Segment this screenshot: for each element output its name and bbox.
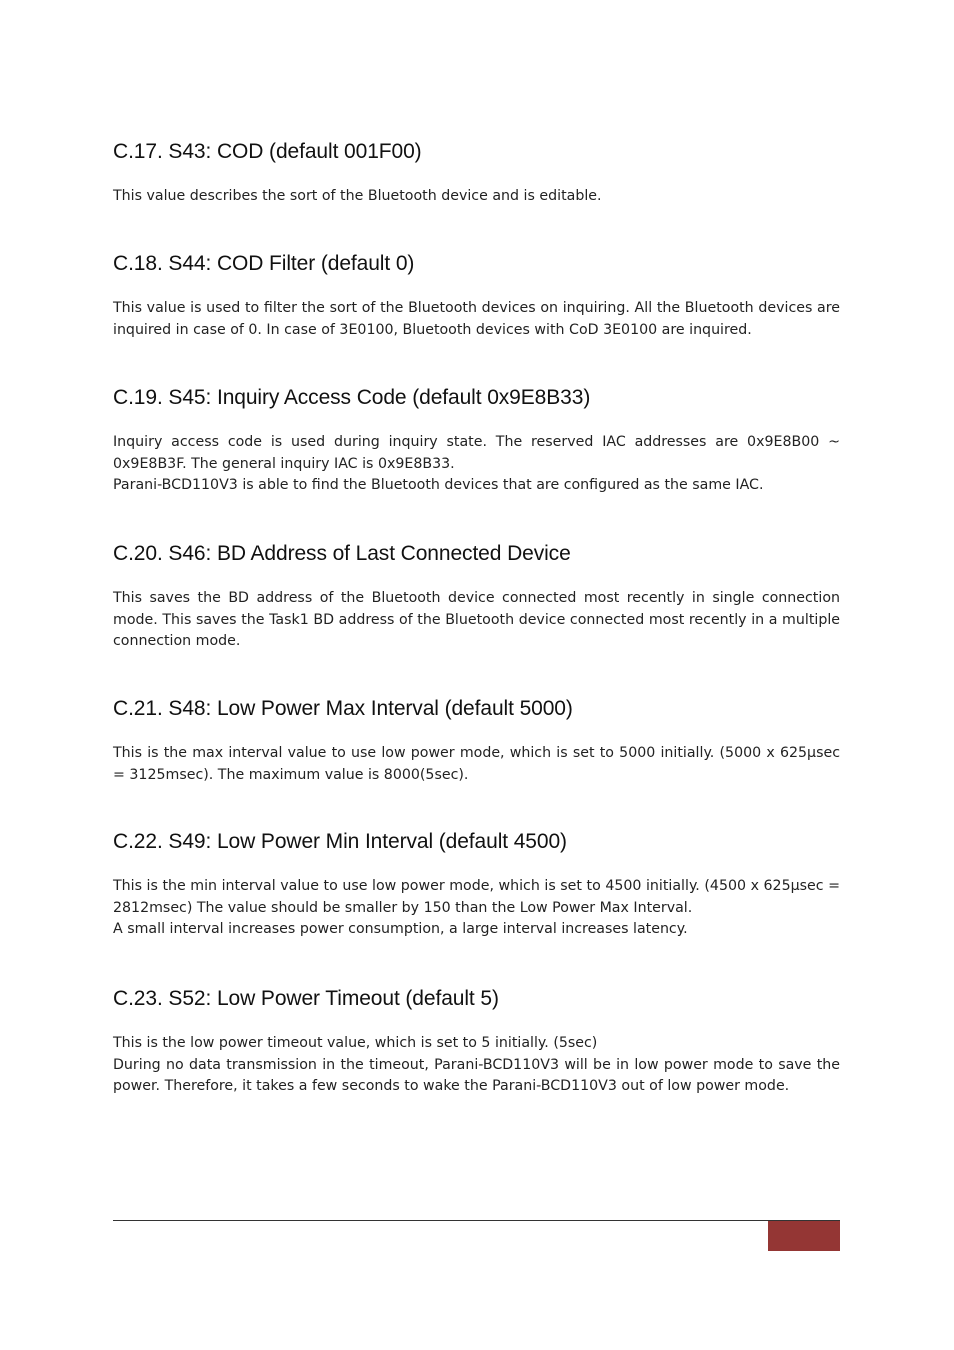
section-c18	[113, 251, 840, 341]
section-paragraph: This value describes the sort of the Bluetooth device and is editable.	[113, 188, 602, 204]
section-heading: C.20. S46: BD Address of Last Connected Device	[113, 542, 571, 565]
section-paragraph: This is the low power timeout value, which is set to 5 initially. (5sec)	[113, 1035, 598, 1051]
section-c20	[113, 541, 840, 653]
section-c21	[113, 696, 840, 786]
section-heading: C.17. S43: COD (default 001F00)	[113, 140, 422, 163]
section-heading: C.22. S49: Low Power Min Interval (default 4500)	[113, 830, 567, 853]
section-paragraph: This is the min interval value to use low power mode, which is set to 4500 initially. (4500 x 625μsec = 2812msec) The value should be smaller by 150 than the Low Power Max Interval.	[113, 878, 840, 916]
section-paragraph: This is the max interval value to use low power mode, which is set to 5000 initially. (5000 x 625μsec = 3125msec). The maximum value is 8000(5sec).	[113, 745, 840, 783]
section-c23	[113, 986, 840, 1098]
section-heading: C.18. S44: COD Filter (default 0)	[113, 252, 415, 275]
section-paragraph: During no data transmission in the timeout, Parani-BCD110V3 will be in low power mode to save the power. Therefore, it takes a few seconds to wake the Parani-BCD110V3 out of low power mode.	[113, 1056, 840, 1094]
section-heading: C.23. S52: Low Power Timeout (default 5)	[113, 987, 499, 1010]
section-paragraph: Inquiry access code is used during inquiry state. The reserved IAC addresses are 0x9E8B00 ~ 0x9E8B3F. The general inquiry IAC is 0x9E8B33.	[113, 434, 840, 472]
section-paragraph: This saves the BD address of the Bluetooth device connected most recently in single connection mode. This saves the Task1 BD address of the Bluetooth device connected most recently in a multiple connection mode.	[113, 590, 840, 649]
section-heading: C.21. S48: Low Power Max Interval (default 5000)	[113, 697, 573, 720]
section-paragraph: A small interval increases power consumption, a large interval increases latency.	[113, 921, 688, 937]
footer-page-block	[768, 1221, 840, 1251]
footer-divider	[113, 1220, 840, 1221]
section-heading: C.19. S45: Inquiry Access Code (default 0x9E8B33)	[113, 386, 591, 409]
section-paragraph: This value is used to filter the sort of the Bluetooth devices on inquiring. All the Bluetooth devices are inquired in case of 0. In case of 3E0100, Bluetooth devices with CoD 3E0100 are inquired.	[113, 300, 840, 338]
section-c22	[113, 829, 840, 941]
section-c19	[113, 385, 840, 497]
section-c17	[113, 139, 840, 208]
section-paragraph: Parani-BCD110V3 is able to find the Bluetooth devices that are configured as the same IAC.	[113, 477, 764, 493]
